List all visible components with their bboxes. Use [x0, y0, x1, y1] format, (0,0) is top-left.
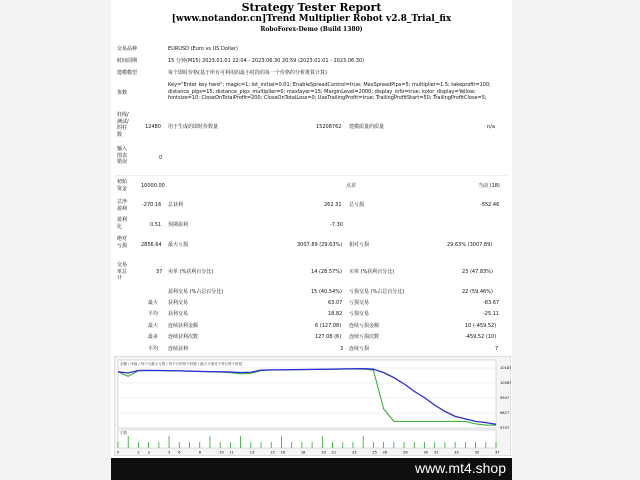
x-tick-label: 3 [147, 450, 150, 455]
period-label: 时间周期 [117, 58, 138, 64]
right-margin [512, 0, 640, 480]
trades-value: 37 [156, 269, 163, 275]
max-clc-value: -459.52 (10) [465, 334, 497, 340]
volume-bar [250, 442, 251, 448]
report-subtitle: [www.notandor.cn]Trend Multiplier Robot v2.8_Trial_fix [171, 14, 452, 24]
bars-value: 12480 [145, 124, 161, 130]
max-cp-value: 127.08 (6) [315, 334, 342, 340]
short-label: 卖单 (%获利百分比) [168, 269, 214, 275]
divider [115, 175, 508, 176]
max-dd-label: 最大亏损 [168, 242, 189, 248]
volume-bar [312, 442, 313, 448]
avg-loss-value: -25.11 [483, 311, 500, 317]
y-tick-label: 9827 [500, 411, 510, 416]
volume-bar [353, 442, 354, 448]
exp-label: 预期盈利 [168, 222, 189, 228]
loss-trades-value: 22 (59.46%) [462, 289, 493, 295]
volume-bar [118, 442, 119, 448]
long-value: 23 (47.83%) [462, 269, 493, 275]
max-cw-label: 连续获利金额 [168, 323, 199, 329]
largest-loss-label: 亏损交易 [349, 300, 370, 306]
volume-bar [148, 442, 149, 448]
report-page [111, 0, 512, 458]
volume-bar [240, 436, 241, 448]
x-tick-label: 26 [382, 450, 388, 455]
volume-bar [189, 442, 190, 448]
pf-label: 盈利比 [117, 217, 128, 230]
balance-chart [114, 356, 511, 456]
x-tick-label: 13 [249, 450, 255, 455]
volume-bar [230, 442, 231, 448]
volume-bar [424, 442, 425, 448]
volume-bar [291, 442, 292, 448]
volume-bar [434, 442, 435, 448]
profit-trades-value: 15 (40.54%) [311, 289, 342, 295]
largest-label: 最大 [148, 300, 159, 306]
symbol-value: EURUSD (Euro vs US Dollar) [168, 46, 238, 52]
avg-cl-label: 连续亏损 [349, 346, 370, 352]
volume-bar [199, 442, 200, 448]
avg-profit-value: 18.82 [328, 311, 343, 317]
volume-bar [138, 442, 139, 448]
x-tick-label: 0 [117, 450, 120, 455]
x-tick-label: 25 [372, 450, 377, 455]
period-value: 15 分钟(M15) 2023.01.01 22:04 - 2023.06.30 20:59 (2023.01.01 - 2023.06.30) [168, 58, 365, 64]
short-value: 14 (28.57%) [311, 269, 342, 275]
errors-value: 0 [159, 155, 163, 161]
volume-bar [158, 442, 159, 448]
abs-dd-value: 2856.64 [141, 242, 162, 248]
volume-bar [383, 442, 384, 448]
x-tick-label: 2 [137, 450, 140, 455]
volume-bar [404, 442, 405, 448]
gross-profit-value: 262.31 [324, 202, 342, 208]
volume-bar [301, 442, 302, 448]
x-tick-label: 18 [300, 450, 306, 455]
errors-label: 输入图表错误 [117, 146, 128, 166]
watermark-bar [111, 458, 512, 480]
volume-bar [128, 436, 129, 448]
gross-profit-label: 总获利 [168, 202, 184, 208]
y-tick-label: 9947 [500, 396, 510, 401]
max-dd-value: 3007.89 (29.63%) [297, 242, 343, 248]
x-tick-label: 21 [331, 450, 337, 455]
max-cp-label: 连续获利次数 [168, 334, 199, 340]
left-margin [0, 0, 111, 480]
volume-label: 手数 [120, 431, 127, 435]
volume-bar [332, 442, 333, 448]
largest-profit-label: 获利交易 [168, 300, 189, 306]
pf-value: 0.51 [150, 222, 162, 228]
quality-value: n/a [487, 124, 495, 130]
volume-bar [373, 442, 374, 448]
x-tick-label: 8 [198, 450, 202, 455]
avg-cl-value: 7 [495, 346, 499, 352]
report-title: Strategy Tester Report [241, 1, 382, 14]
x-tick-label: 28 [403, 450, 408, 455]
avg-cw-value: 3 [340, 346, 344, 352]
volume-bar [261, 442, 262, 448]
long-label: 买单 (%获利百分比) [349, 269, 395, 275]
watermark-text: www.mt4.shop [414, 460, 506, 476]
gross-loss-label: 总亏损 [349, 202, 365, 208]
ticks-label: 用于生成的即时价数量 [168, 124, 219, 130]
x-tick-label: 20 [321, 450, 326, 455]
model-value: 每个即时价格(基于所有可利用的最小时段的每一个价格的分析推算计算) [168, 70, 327, 76]
x-tick-label: 23 [351, 450, 357, 455]
volume-bar [485, 442, 486, 448]
rel-dd-label: 相对亏损 [349, 242, 370, 248]
max-cl-label: 连续亏损金额 [349, 323, 380, 329]
x-tick-label: 15 [270, 450, 275, 455]
deposit-label: 初始资金 [117, 179, 128, 192]
bars-label: 柱线/测试/的柱数 [117, 112, 129, 138]
largest-profit-value: 63.07 [328, 300, 343, 306]
x-tick-label: 16 [280, 450, 286, 455]
avg2-label: 平均 [148, 346, 159, 352]
params-value: Key="Enter key here"; magic=1; lot_initial=0.01; EnableSpreadControl=true; MaxSpreadPips=5; multiplier=1.5; takeprofit=100; distance_pips=15; distance_pips_multiplier=0; maxlayer=15; MarginLevel=2000; display_info=true; kolor_display=Yellow; fontsize=10; CloseOnTotalProfit=200; CloseOnTotalLoss=0; UseTrailingProfit=true; TrailingProfitStart=50; TrailingProfitClose=5; [168, 82, 491, 102]
maximal-label: 最多 [148, 334, 159, 340]
volume-bar [496, 442, 497, 448]
quality-label: 建模质量的质量 [349, 124, 385, 130]
x-tick-label: 33 [454, 450, 459, 455]
largest-loss-value: -83.67 [483, 300, 500, 306]
x-tick-label: 31 [433, 450, 439, 455]
average-label: 平均 [148, 311, 159, 317]
volume-bar [322, 436, 323, 448]
avg-profit-label: 获利交易 [168, 311, 189, 317]
avg-loss-label: 亏损交易 [349, 311, 370, 317]
y-tick-label: 10067 [500, 381, 511, 386]
max-cl-value: 10 (-459.52) [465, 323, 497, 329]
volume-bar [220, 442, 221, 448]
volume-bar [169, 436, 170, 448]
max-clc-label: 连续亏损次数 [349, 334, 380, 340]
volume-bar [210, 436, 211, 448]
avg-cw-label: 连续获利 [168, 346, 189, 352]
abs-dd-label: 绝对亏损 [117, 236, 128, 249]
volume-bar [342, 442, 343, 448]
symbol-label: 交易品种 [117, 46, 138, 52]
x-tick-label: 35 [474, 450, 480, 455]
volume-bar [445, 442, 446, 448]
y-tick-label: 9707 [500, 426, 510, 431]
params-label: 参数 [117, 90, 128, 96]
y-tick-label: 10187 [500, 366, 511, 371]
trades-label: 交易单总计 [117, 262, 128, 282]
report-server: RoboForex-Demo (Build 1380) [260, 26, 363, 33]
volume-bar [179, 442, 180, 448]
maximum-label: 最大 [148, 323, 159, 329]
x-tick-label: 5 [168, 450, 171, 455]
volume-bar [363, 436, 364, 448]
profit-trades-label: 盈利交易 (%占总百分比) [168, 289, 224, 295]
deposit-value: 10000.00 [141, 183, 165, 189]
loss-trades-label: 亏损交易 (%占总百分比) [349, 289, 405, 295]
volume-bar [393, 442, 394, 448]
spread-label: 点差 [346, 183, 357, 189]
volume-bar [475, 442, 476, 448]
x-tick-label: 30 [423, 450, 429, 455]
volume-bar [281, 436, 282, 448]
x-tick-label: 11 [229, 450, 234, 455]
exp-value: -7.30 [330, 222, 343, 228]
ticks-value: 15208762 [316, 124, 342, 130]
net-value: -270.16 [142, 202, 162, 208]
x-tick-label: 10 [219, 450, 224, 455]
volume-bar [465, 442, 466, 448]
net-label: 总净盈利 [117, 199, 128, 212]
volume-bar [271, 442, 272, 448]
gross-loss-value: -552.46 [480, 202, 500, 208]
x-tick-label: 6 [178, 450, 181, 455]
volume-bar [414, 442, 415, 448]
rel-dd-value: 29.63% (3007.89) [447, 242, 493, 248]
x-tick-label: 37 [495, 450, 500, 455]
spread-value: 当前 (18) [478, 183, 500, 189]
volume-panel [118, 430, 496, 448]
model-label: 建模模型 [117, 70, 138, 76]
max-cw-value: 6 (127.08) [315, 323, 342, 329]
chart-legend: 余额 / 净值 / 每个月最大亏损 / 每个月的每个时期 / 最大亏损对于每月每个时段 [120, 362, 243, 366]
volume-bar [455, 442, 456, 448]
